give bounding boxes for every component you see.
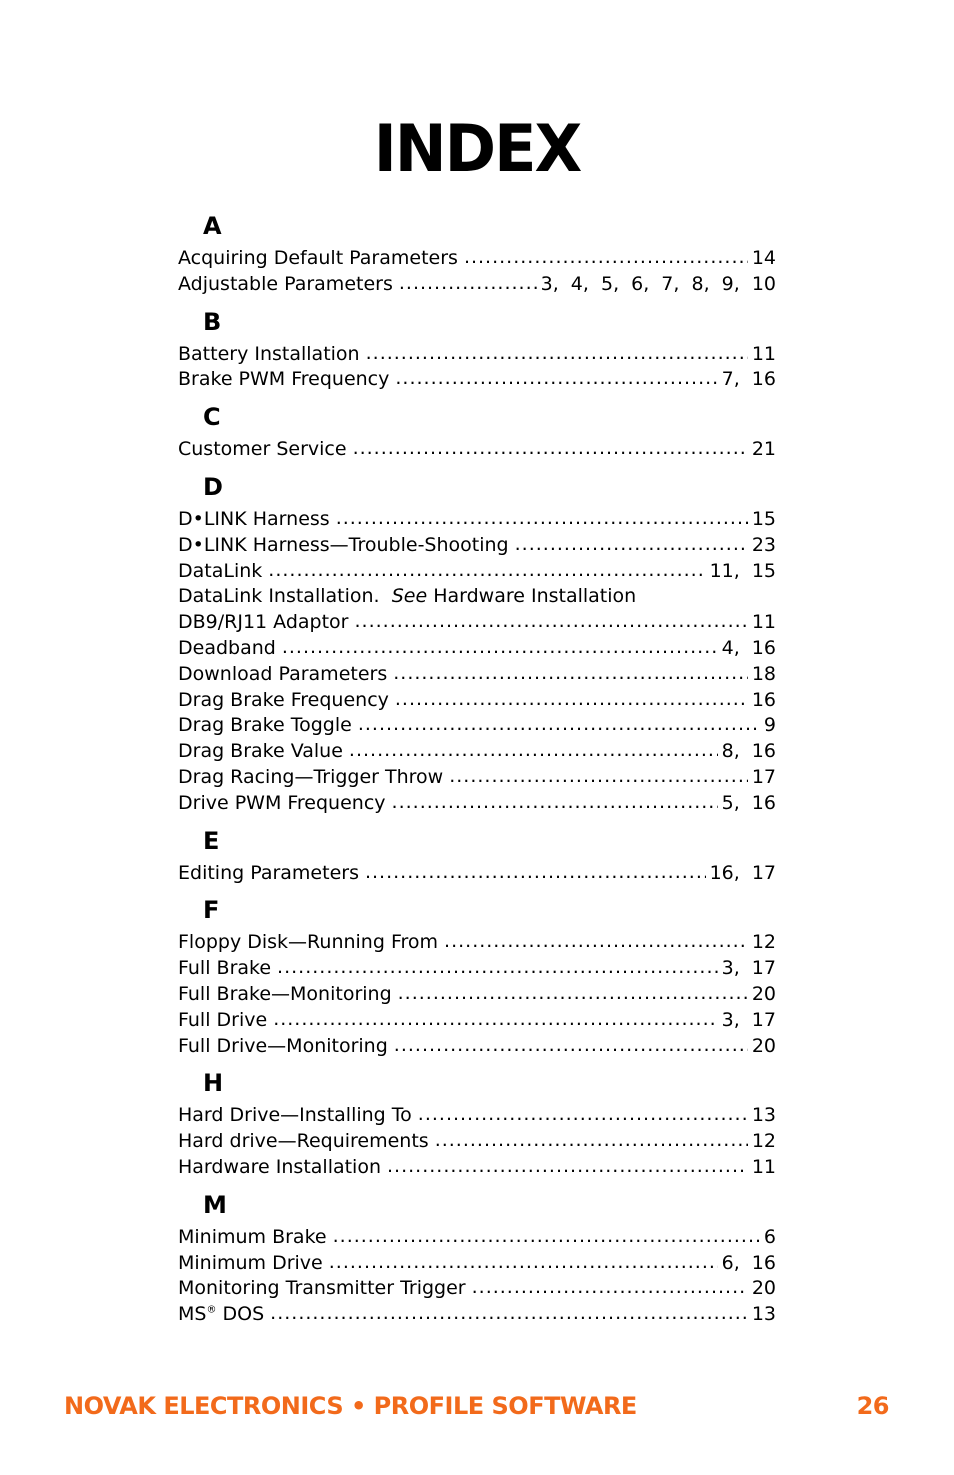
index-entry (178, 713, 776, 739)
dot-leader (353, 436, 748, 462)
page-numbers: 16 (751, 688, 776, 711)
index-term (178, 861, 359, 887)
section-letter: E (203, 826, 220, 855)
index-entries (178, 930, 776, 1059)
footer-page-number: 26 (856, 1392, 889, 1420)
page-numbers: 20 (751, 982, 776, 1005)
term-text: DB9/RJ11 Adaptor (178, 611, 349, 634)
page-numbers: 11 (751, 1155, 776, 1178)
index-entry (178, 662, 776, 688)
term-suffix: DOS (216, 1303, 265, 1326)
footer-publication-title: NOVAK ELECTRONICS • PROFILE SOFTWARE (64, 1392, 637, 1420)
index-entry (178, 765, 776, 791)
term-text: DataLink Installation. (178, 585, 380, 608)
index-term (178, 713, 352, 739)
page-numbers: 13 (751, 1303, 776, 1326)
page-numbers: 6, 16 (721, 1251, 776, 1274)
dot-leader (358, 712, 760, 738)
term-text: Deadband (178, 636, 276, 659)
page-numbers: 3, 17 (721, 1008, 776, 1031)
index-term (178, 1008, 267, 1034)
index-entry (178, 861, 776, 887)
index-term (178, 765, 443, 791)
index-entry (178, 688, 776, 714)
index-entries (178, 437, 776, 463)
page-numbers: 11 (751, 342, 776, 365)
term-text: Monitoring Transmitter Trigger (178, 1277, 466, 1300)
page-footer (64, 1392, 889, 1420)
index-section-b (178, 308, 776, 394)
index-term (178, 1276, 466, 1302)
index-section-h (178, 1069, 776, 1180)
page-numbers: 11 (751, 611, 776, 634)
index-term (178, 437, 347, 463)
term-text: D•LINK Harness—Trouble-Shooting (178, 533, 509, 556)
page-numbers: 21 (751, 438, 776, 461)
term-text: Customer Service (178, 438, 347, 461)
term-text: Hard Drive—Installing To (178, 1104, 412, 1127)
index-entry (178, 1129, 776, 1155)
index-section-f (178, 896, 776, 1059)
page-numbers: 5, 16 (721, 791, 776, 814)
dot-leader (399, 271, 537, 297)
term-text: Drag Brake Frequency (178, 688, 389, 711)
page-numbers: 14 (751, 247, 776, 269)
page-numbers: 20 (751, 1034, 776, 1057)
index-entry (178, 584, 776, 610)
index-entry (178, 1302, 776, 1328)
term-text: MS (178, 1303, 207, 1326)
dot-leader (435, 1128, 748, 1154)
index-entry (178, 956, 776, 982)
page-numbers: 17 (751, 765, 776, 788)
term-text: Drag Racing—Trigger Throw (178, 765, 444, 788)
index-entry (178, 367, 776, 393)
term-text: Minimum Drive (178, 1251, 323, 1274)
index-entry (178, 1103, 776, 1129)
page-numbers: 4, 16 (721, 636, 776, 659)
dot-leader (329, 1250, 718, 1276)
page-numbers: 20 (751, 1277, 776, 1300)
dot-leader (449, 764, 748, 790)
dot-leader (366, 341, 748, 367)
index-term (178, 1225, 327, 1251)
page-numbers: 7, 16 (721, 368, 776, 391)
dot-leader (273, 1007, 717, 1033)
see-target: Hardware Installation (433, 585, 637, 608)
index-section-d (178, 473, 776, 817)
index-term (178, 272, 393, 298)
index-term (178, 559, 262, 585)
index-term (178, 1034, 388, 1060)
index-term (178, 1302, 264, 1328)
dot-leader (394, 1033, 748, 1059)
index-entry (178, 533, 776, 559)
dot-leader (395, 366, 717, 392)
index-entries (178, 342, 776, 394)
index-entry (178, 559, 776, 585)
index-entry (178, 610, 776, 636)
index-term (178, 982, 392, 1008)
page-numbers: 18 (751, 662, 776, 685)
term-text: Minimum Brake (178, 1225, 327, 1248)
section-letter: D (203, 472, 223, 501)
dot-leader (515, 532, 748, 558)
dot-leader (268, 558, 705, 584)
term-text: Drag Brake Value (178, 740, 343, 763)
see-reference: See (391, 585, 428, 608)
term-text: Drag Brake Toggle (178, 714, 352, 737)
page-numbers: 6 (763, 1225, 776, 1248)
page-numbers: 3, 17 (721, 957, 776, 980)
index-term (178, 367, 389, 393)
index-term (178, 739, 343, 765)
dot-leader (398, 981, 748, 1007)
index-entries (178, 1103, 776, 1180)
dot-leader (355, 609, 748, 635)
term-text: Brake PWM Frequency (178, 368, 390, 391)
term-text: DataLink (178, 559, 263, 582)
term-text: Floppy Disk—Running From (178, 931, 439, 954)
dot-leader (444, 929, 748, 955)
page-numbers: 23 (751, 533, 776, 556)
index-term (178, 533, 509, 559)
index-entry (178, 636, 776, 662)
dot-leader (387, 1154, 748, 1180)
term-text: Hardware Installation (178, 1155, 382, 1178)
index-entries (178, 1225, 776, 1328)
term-text: Adjustable Parameters (178, 272, 393, 295)
dot-leader (333, 1224, 760, 1250)
index-entries (178, 861, 776, 887)
page-numbers: 11, 15 (709, 559, 776, 582)
term-text: Editing Parameters (178, 861, 359, 884)
index-entry (178, 1251, 776, 1277)
page-numbers: 3, 4, 5, 6, 7, 8, 9, 10 (540, 272, 776, 295)
term-text: Acquiring Default Parameters (178, 247, 458, 269)
page-title: INDEX (373, 110, 581, 187)
page-numbers: 13 (751, 1104, 776, 1127)
page-numbers: 12 (751, 931, 776, 954)
index-term (178, 1251, 323, 1277)
index-entry (178, 272, 776, 298)
index-entry (178, 437, 776, 463)
dot-leader (282, 635, 718, 661)
index-term (178, 584, 636, 610)
term-text: Full Drive (178, 1008, 268, 1031)
index-entry (178, 507, 776, 533)
index-term (178, 930, 438, 956)
index-entries (178, 246, 776, 298)
page-numbers: 8, 16 (721, 740, 776, 763)
index-entry (178, 930, 776, 956)
index-section-a (178, 212, 776, 298)
term-text: Drive PWM Frequency (178, 791, 386, 814)
index-term (178, 1155, 381, 1181)
dot-leader (336, 506, 748, 532)
index-term (178, 1129, 429, 1155)
dot-leader (395, 687, 748, 713)
index-entry (178, 791, 776, 817)
dot-leader (393, 661, 748, 687)
index-entry (178, 246, 776, 272)
page-numbers: 12 (751, 1130, 776, 1153)
dot-leader (418, 1102, 748, 1128)
term-text: Hard drive—Requirements (178, 1130, 429, 1153)
index-section-m (178, 1191, 776, 1328)
term-text: Download Parameters (178, 662, 388, 685)
index-entry (178, 1225, 776, 1251)
index-term (178, 1103, 412, 1129)
section-letter: H (203, 1069, 224, 1098)
index-term (178, 342, 360, 368)
term-text: Full Brake—Monitoring (178, 982, 392, 1005)
index-entry (178, 1276, 776, 1302)
index-term (178, 662, 387, 688)
index-term (178, 636, 276, 662)
index-entries (178, 507, 776, 817)
dot-leader (270, 1301, 748, 1327)
dot-leader (365, 860, 706, 886)
index-section-e (178, 827, 776, 887)
dot-leader (472, 1275, 748, 1301)
section-letter: M (203, 1190, 227, 1219)
index-entry (178, 342, 776, 368)
term-text: D•LINK Harness (178, 507, 330, 530)
index-entry (178, 1034, 776, 1060)
index-entry (178, 739, 776, 765)
index-list (178, 212, 776, 1328)
index-term (178, 507, 330, 533)
index-term (178, 956, 271, 982)
section-letter: F (203, 896, 220, 925)
section-letter: B (203, 307, 222, 336)
index-entry (178, 1008, 776, 1034)
registered-mark: ® (206, 1304, 217, 1316)
page-numbers: 9 (763, 714, 776, 737)
index-section-c (178, 403, 776, 463)
index-entry (178, 982, 776, 1008)
index-term (178, 610, 349, 636)
index-term (178, 246, 458, 272)
dot-leader (349, 738, 718, 764)
page-numbers: 16, 17 (709, 861, 776, 884)
section-letter: A (203, 212, 222, 240)
dot-leader (277, 955, 718, 981)
dot-leader (464, 245, 748, 271)
index-entry (178, 1155, 776, 1181)
index-term (178, 688, 389, 714)
index-term (178, 791, 386, 817)
page-numbers: 15 (751, 507, 776, 530)
dot-leader (392, 790, 718, 816)
section-letter: C (203, 403, 221, 432)
term-text: Full Brake (178, 957, 272, 980)
term-text: Full Drive—Monitoring (178, 1034, 388, 1057)
term-text: Battery Installation (178, 342, 360, 365)
